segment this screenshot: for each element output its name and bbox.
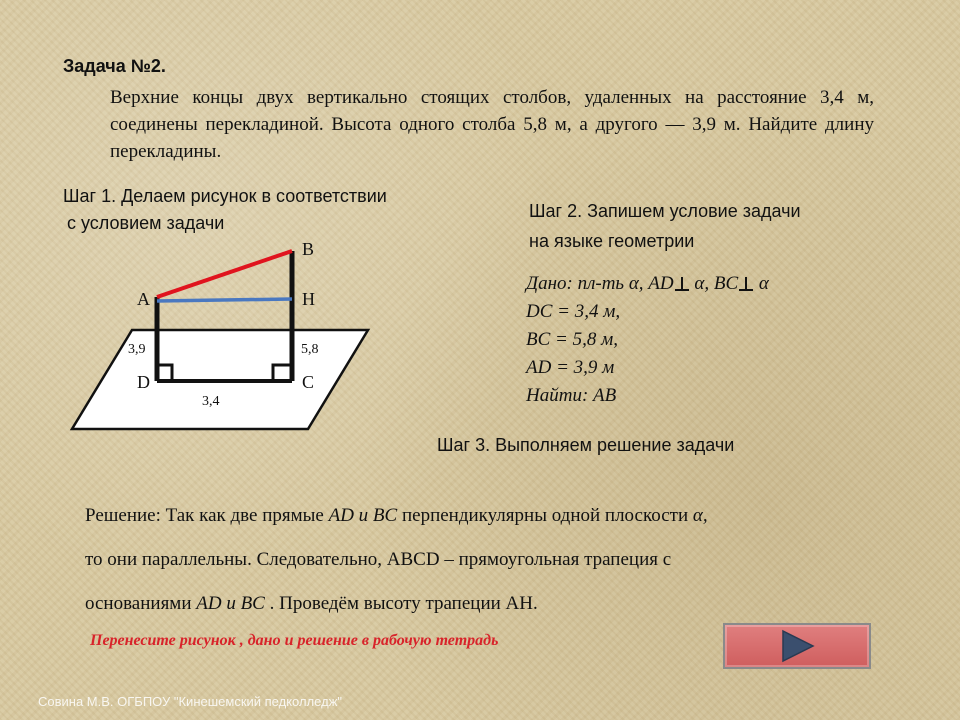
task-title-number: №2	[130, 56, 161, 76]
given-line3: BC = 5,8 м,	[526, 329, 618, 350]
footer-credit: Совина М.В. ОГБПОУ "Кинешемский педколледж"	[38, 694, 343, 709]
label-a: A	[137, 289, 150, 309]
label-b: B	[302, 239, 315, 259]
play-arrow-icon	[777, 629, 817, 663]
step1-heading	[63, 183, 473, 237]
given-line1-end: α	[754, 273, 769, 294]
height-ah	[157, 299, 292, 301]
solution-line2: то они параллельны. Следовательно, ABCD – прямоугольная трапеция с	[85, 549, 672, 570]
solution-block	[85, 494, 880, 626]
step2-line1: Шаг 2. Запишем условие задачи	[529, 201, 801, 221]
label-d: D	[137, 372, 150, 392]
solution-line1-c: перпендикулярны одной плоскости	[397, 505, 693, 526]
label-ad-height: 3,9	[128, 342, 146, 357]
solution-line3	[85, 582, 880, 626]
step2-line2: на языке геометрии	[529, 231, 695, 251]
crossbar-ab	[157, 251, 292, 297]
given-line2: DC = 3,4 м,	[526, 301, 621, 322]
label-bc-height: 5,8	[301, 342, 319, 357]
solution-line1-d: α,	[692, 505, 708, 526]
task-title-prefix: Задача	[63, 56, 131, 76]
given-line1-mid: α, BC	[689, 273, 739, 294]
given-line1	[526, 270, 769, 298]
geometry-figure	[60, 235, 380, 435]
given-line4: AD = 3,9 м	[526, 357, 615, 378]
given-block	[526, 270, 769, 410]
step1-line1: Шаг 1. Делаем рисунок в соответствии	[63, 186, 387, 206]
label-dc-length: 3,4	[202, 394, 220, 409]
task-title-suffix: .	[160, 56, 166, 76]
perpendicular-icon	[738, 275, 754, 291]
next-slide-button[interactable]	[723, 623, 871, 669]
solution-line3-a: основаниями	[85, 593, 197, 614]
task-title	[63, 56, 166, 77]
solution-line1	[85, 494, 880, 538]
step2-heading	[529, 196, 889, 256]
step3-heading: Шаг 3. Выполняем решение задачи	[437, 435, 735, 455]
solution-line1-a: Решение: Так как две прямые	[85, 505, 329, 526]
perpendicular-icon	[674, 275, 690, 291]
given-line1-start: Дано: пл-ть α, AD	[526, 273, 674, 294]
solution-line3-c: . Проведём высоту трапеции АН.	[264, 593, 538, 614]
step1-line2: с условием задачи	[67, 213, 225, 233]
label-c: C	[302, 372, 315, 392]
solution-line3-b: AD и BC	[196, 593, 265, 614]
task-text: Верхние концы двух вертикально стоящих столбов, удаленных на расстояние 3,4 м, соединены перекладиной. Высота одного столба 5,8 м, а другого — 3,9 м. Найдите длину перекладины.	[110, 87, 874, 162]
label-h: H	[302, 289, 315, 309]
solution-line1-b: AD и BC	[328, 505, 398, 526]
given-line5: Найти: AB	[526, 385, 617, 406]
homework-note: Перенесите рисунок , дано и решение в рабочую тетрадь	[90, 632, 499, 649]
